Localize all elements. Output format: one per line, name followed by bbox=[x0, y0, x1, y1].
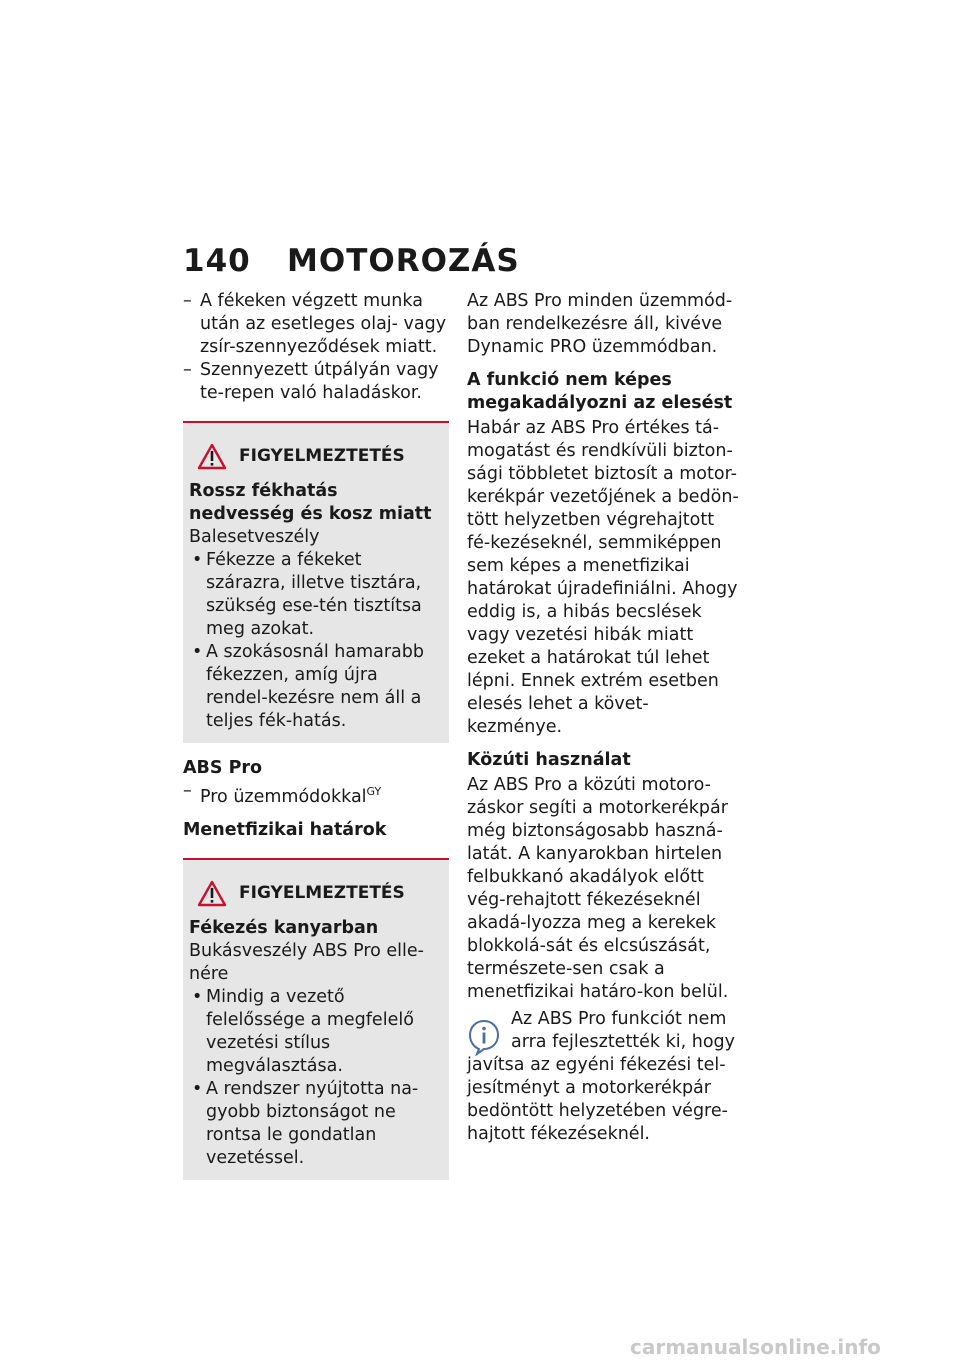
list-item: – Szennyezett útpályán vagy te-repen való haladáskor. bbox=[183, 360, 439, 403]
availability-code: GY bbox=[366, 785, 382, 798]
page-number: 140 bbox=[183, 243, 251, 279]
info-text-rest: javítsa az egyéni fékezési tel-jesítményt a motorkerékpár bedöntött helyzetében végre-hajtott fékezéseknél. bbox=[467, 1055, 728, 1144]
paragraph: Az ABS Pro a közúti motoro-záskor segíti a motorkerékpár még biztonságosabb haszná-latát. A kanyarokban hirtelen felbukkanó akadályok előtt vég-rehajtott fékezéseknél akadá-lyozza meg a kerekek blokkolá-sát és elcsúszását, természete-sen csak a menetfizikai határo-kon belül. bbox=[467, 775, 729, 1002]
info-text-first: Az ABS Pro funkciót nem arra fejlesztették ki, hogy bbox=[511, 1009, 736, 1052]
warning-title: Rossz fékhatás nedvesség és kosz miatt bbox=[189, 481, 432, 524]
section-heading: A funkció nem képes megakadályozni az elesést bbox=[467, 370, 733, 413]
left-column bbox=[183, 290, 449, 1194]
warning-box bbox=[183, 421, 449, 743]
warning-header bbox=[189, 443, 443, 470]
dash-marker: – bbox=[183, 291, 192, 311]
watermark: carmanualsonline.info bbox=[630, 1335, 881, 1359]
paragraph: Az ABS Pro minden üzemmód-ban rendelkezésre áll, kivéve Dynamic PRO üzemmódban. bbox=[467, 291, 733, 357]
list-item: • Fékezze a fékeket szárazra, illetve tisztára, szükség ese-tén tisztítsa meg azokat. bbox=[192, 550, 422, 639]
warning-triangle-icon bbox=[197, 880, 227, 907]
warning-label: FIGYELMEZTETÉS bbox=[239, 446, 405, 466]
limits-heading: Menetfizikai határok bbox=[183, 819, 387, 840]
dash-marker: – bbox=[183, 360, 192, 380]
bullet-marker: • bbox=[192, 986, 203, 1007]
warning-box bbox=[183, 858, 449, 1180]
page-header bbox=[183, 243, 520, 279]
list-item: • A rendszer nyújtotta na-gyobb biztonságot ne rontsa le gondatlan vezetéssel. bbox=[192, 1078, 419, 1168]
warning-title: Fékezés kanyarban bbox=[189, 917, 379, 938]
paragraph: Habár az ABS Pro értékes tá-mogatást és rendkívüli bizton-sági többletet biztosít a motor-kerékpár vezetőjének a bedön-tött helyzetben végrehajtott fé-kezéseknél, semmiképpen sem képes a menetfizikai határokat újradefiniálni. Ahogy eddig is, a hibás becslések vagy vezetési hibák miatt ezeket a határokat túl lehet lépni. Ennek extrém esetben elesés lehet a követ-kezménye. bbox=[467, 418, 739, 737]
info-icon bbox=[467, 1018, 501, 1056]
warning-subtitle: Bukásveszély ABS Pro elle-nére bbox=[189, 940, 424, 984]
list-item: • Mindig a vezető felelőssége a megfelelő vezetési stílus megválasztása. bbox=[192, 986, 414, 1076]
section-title: MOTOROZÁS bbox=[287, 243, 520, 279]
abs-heading: ABS Pro bbox=[183, 758, 263, 778]
warning-label: FIGYELMEZTETÉS bbox=[239, 882, 405, 903]
list-item: • A szokásosnál hamarabb fékezzen, amíg újra rendel-kezésre nem áll a teljes fék-hatás. bbox=[192, 642, 424, 731]
list-item: – A fékeken végzett munka után az esetleges olaj- vagy zsír-szennyeződések miatt. bbox=[183, 291, 447, 357]
section-heading: Közúti használat bbox=[467, 750, 631, 770]
list-item: – Pro üzemmódokkal$^{GY}$ bbox=[183, 781, 382, 807]
bullet-marker: • bbox=[192, 550, 203, 570]
warning-header bbox=[189, 880, 443, 907]
right-column bbox=[467, 290, 739, 1146]
bullet-marker: • bbox=[192, 642, 203, 662]
bullet-marker: • bbox=[192, 1078, 203, 1099]
info-note bbox=[467, 1008, 739, 1146]
warning-triangle-icon bbox=[197, 443, 227, 470]
dash-marker: – bbox=[183, 781, 192, 801]
warning-subtitle: Balesetveszély bbox=[189, 527, 320, 547]
